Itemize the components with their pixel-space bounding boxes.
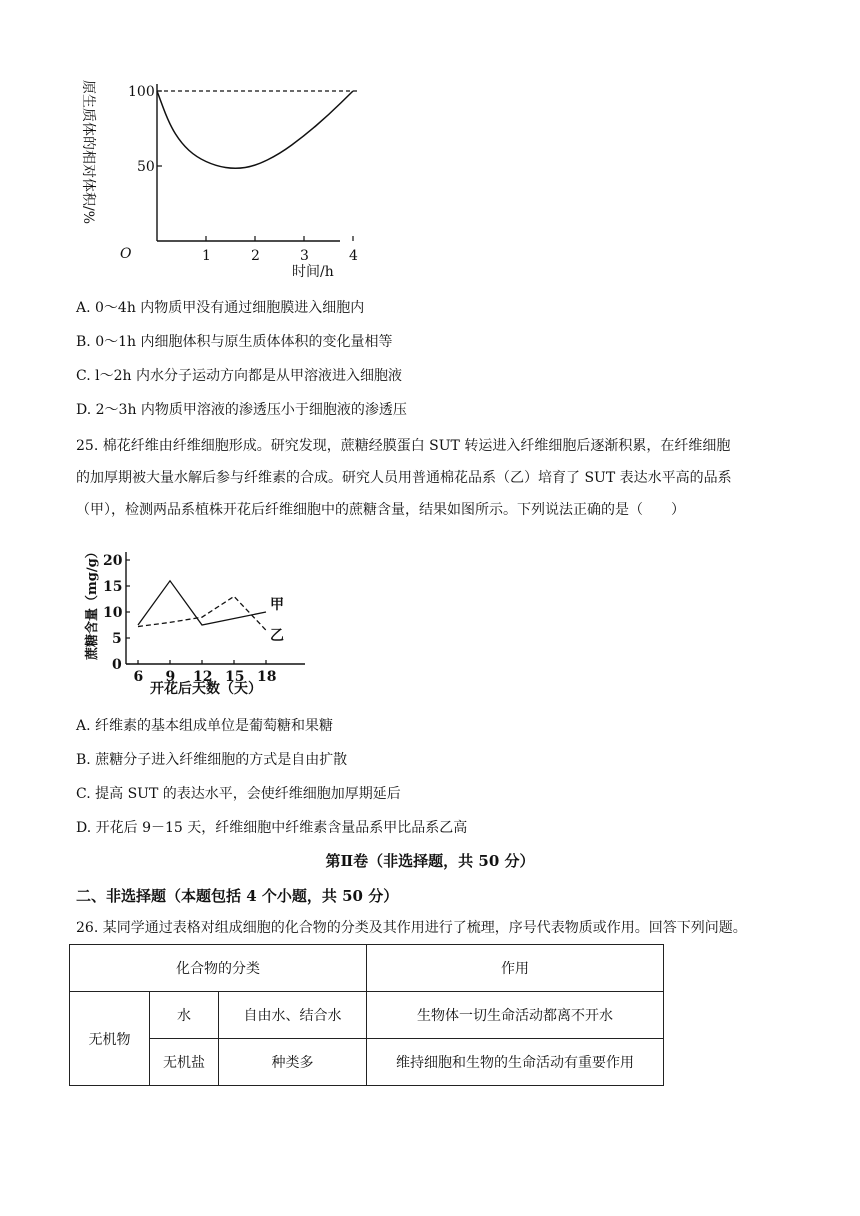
q25-option-b: B. 蔗糖分子进入纤维细胞的方式是自由扩散 [76,752,348,768]
table-cell: 水 [150,992,219,1039]
chart1-series-curve [157,91,353,168]
chart2-y-tick-label: 0 [112,657,122,673]
chart1-x-tick-label: 3 [300,248,309,264]
chart2-ylabel: 蔗糖含量（mg/g） [85,545,100,660]
compound-table [69,944,664,1086]
section2-title: 二、非选择题（本题包括 4 个小题，共 50 分） [76,887,399,905]
chart1-y-tick-label: 50 [137,159,155,175]
table-header-row [70,945,664,992]
sucrose-content-chart [70,540,330,705]
q26-stem: 26. 某同学通过表格对组成细胞的化合物的分类及其作用进行了梳理，序号代表物质或作用。回答下列问题。 [76,920,747,936]
q24-option-c: C. l～2h 内水分子运动方向都是从甲溶液进入细胞液 [76,368,402,384]
q24-option-d: D. 2～3h 内物质甲溶液的渗透压小于细胞液的渗透压 [76,402,407,418]
q25-stem [76,430,796,526]
part2-title: 第Ⅱ卷（非选择题，共 50 分） [325,852,535,870]
chart1-x-tick-label: 1 [202,248,211,264]
chart2-series-jia [138,581,266,625]
chart2-y-tick-label: 20 [103,553,123,569]
chart2-xlabel: 开花后天数（天） [150,681,262,697]
q24-option-b: B. 0～1h 内细胞体积与原生质体体积的变化量相等 [76,334,393,350]
chart1-ylabel: 原生质体的相对体积/% [80,80,96,225]
chart1-xlabel: 时间/h [292,264,334,280]
q25-line3: （甲），检测两品系植株开花后纤维细胞中的蔗糖含量，结果如图所示。下列说法正确的是（ ） [76,502,685,518]
table-cell: 自由水、结合水 [219,992,367,1039]
q25-option-a: A. 纤维素的基本组成单位是葡萄糖和果糖 [76,718,334,734]
protoplast-volume-chart [70,70,370,285]
q24-option-a: A. 0～4h 内物质甲没有通过细胞膜进入细胞内 [76,300,365,316]
table-cell: 生物体一切生命活动都离不开水 [367,992,664,1039]
table-row [70,992,664,1039]
chart2-y-tick-label: 15 [103,579,123,595]
chart1-y-tick-label: 100 [128,84,155,100]
q25-option-d: D. 开花后 9－15 天，纤维细胞中纤维素含量品系甲比品系乙高 [76,820,468,836]
chart2-legend-yi: 乙 [270,628,284,645]
chart2-x-tick-label: 18 [257,669,277,685]
chart2-x-tick-label: 9 [165,669,176,685]
q25-option-c: C. 提高 SUT 的表达水平，会使纤维细胞加厚期延后 [76,786,401,802]
chart1-x-tick-label: 4 [349,248,358,264]
table-cell: 维持细胞和生物的生命活动有重要作用 [367,1039,664,1086]
table-cell-inorganic: 无机物 [70,992,150,1086]
chart1-origin: O [120,246,132,262]
chart2-x-tick-label: 12 [193,669,213,685]
chart2-x-tick-label: 6 [133,669,144,685]
chart1-x-tick-label: 2 [251,248,260,264]
chart2-legend-jia: 甲 [270,597,284,613]
q25-line2: 的加厚期被大量水解后参与纤维素的合成。研究人员用普通棉花品系（乙）培育了 SUT 表达水平高的品系 [76,470,732,486]
table-cell: 种类多 [219,1039,367,1086]
table-header-class: 化合物的分类 [70,945,367,992]
q25-line1: 25. 棉花纤维由纤维细胞形成。研究发现，蔗糖经膜蛋白 SUT 转运进入纤维细胞后逐渐积累，在纤维细胞 [76,438,731,454]
chart2-y-tick-label: 10 [103,605,123,621]
table-cell: 无机盐 [150,1039,219,1086]
table-header-function: 作用 [367,945,664,992]
chart2-x-tick-label: 15 [225,669,245,685]
chart1-axes [157,84,340,241]
table-row [70,1039,664,1086]
chart2-y-tick-label: 5 [112,631,122,647]
